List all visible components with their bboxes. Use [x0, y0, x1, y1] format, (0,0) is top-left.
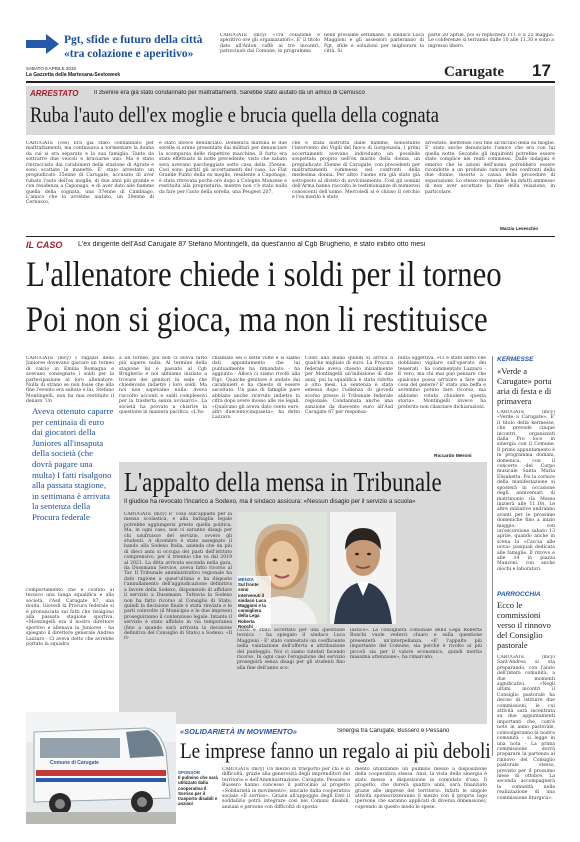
kermesse-title: «Verde a Carugate» porta aria di festa e di primavera [497, 366, 552, 406]
story2-col3: chiamato sei o sette volte e si siamo dati appuntamento che lui puntualmente ha rimandato - ha aggiunto - Allora ci siamo rivolti alla Figc. Qualche genitore è andato dai carabinieri e ha chiesto di essere ascoltato. Un paio di famiglie pare abbiano anche ricevuto indietro la cifra dopo avere mosso alle vie legali. «Qualcuno gli aveva dato cento euro, altri duecentocinquanta», ha detto Lazzaro. [212, 356, 300, 421]
van-text: Comune di Carugate [50, 760, 99, 766]
kermesse-body: CARUGATE (mcy) «Verde a Carugate». E' il titolo della kermesse, che prevede cinque incontri, organizzati dalla Pro loco in sinergia con il Comune. Il primo appuntamento è in programma domani, domenica, con il concerto del Corpo musicale Santa Maria Elisabetta. Poi la cornice della manifestazione si sposterà in occasione degli anniversari di matrimonio (la Messa inizierà alle 11.10). Le altre iniziative andranno avanti per le prossime domeniche fino a inizio maggio, con un'escursione sabato 13 aprile, quando anche in scena la «Caccia alle uova» pasquali dedicata alle famiglie. Il ritrovo è alle 14 in piazza Manzoni, con anche giochi e laboratori. [497, 410, 555, 570]
teaser-title-line2: «tra colazione e aperitivo» [64, 48, 194, 60]
parrocchia-body: CARUGATE (mcy) Sant'Andrea si sta preparando, con l'aiuto dell'intera comunità, a due momenti significativi. «Negli ultimi incontri il Consiglio pastorale ha deciso di istituire due commissioni, le cui attività sarà incentrata su due appuntamenti importanti che, com'è noto in anno pastorale, coinvolgeranno la nostra comunità - si legge in una nota - La prima commissione dovrà preparare la partenza al rinnovo del Consiglio pastorale stesso, previsto per il prossimo mese di ottobre. La seconda accompagnerà la comunità nella realizzazione di una commissione liturgica». [497, 655, 555, 801]
story3-caption-text: Sul fronte sono intervenuti il sindaco Luca Maggioni e la consigliera della Lega Roberta Ronchi [238, 582, 267, 629]
story2-headline-1: L'allenatore chiede i soldi per il torneo [26, 254, 502, 294]
photo-councillor [330, 512, 396, 624]
header-page-number: 17 [532, 61, 551, 80]
story1-col1: CARUGATE (ces) Era già stato condannato per maltrattamenti, ma continuava a tormentare la donna da cui si era separato e la sua famiglia. Tanto da sottrarre due veicoli e bruciarne uno. Ma è stato rintracciato dai carabinieri della stazione di Agrate e sono scattate le manette. E' stato arrestato un pregiudicato 35enne di Carugate, accusato di aver rubato l'auto dell'ex moglie, di due anni più grande e con residenza a Caponago, e di aver dato alle fiamme quella della cognata, una 37enne di Cambiago. L'amico che lo avrebbe aiutato, un 30enne di Cernusco, [26, 141, 154, 206]
story4-caption-kicker: SPONSOR [178, 770, 200, 775]
story2-headline-2: Poi non si gioca, ma non li restituisce [26, 299, 488, 339]
header-town: Carugate [444, 64, 504, 80]
story3-deck: Il giudice ha revocato l'incarico a Sodexo, ma il sindaco assicura: «Nessun disagio per il servizio a scuola» [124, 498, 416, 505]
story4-col2: mento utilizzando un pulmino messo a disposizione della cooperativa stessa. Anzi, la vista della sinergia è stato messo a disposizione in comodato d'uso. Il progetto, che durerà quattro anni, sarà finanziato grazie alle imprese del territorio. Infatti le singole attività sponsorizzeranno il mezzo con il proprio logo (persone che saranno applicati di diversa dimensione), coprendo in questo modo le spese. [355, 767, 487, 810]
story1-col3: che è stata distrutta dalle fiamme, nonostante l'intervento dei Vigili del fuoco di Gorgonzola. I primi accertamenti avevano individuato un possibile sospettato proprio nell'ex marito della donna, un pregiudicato 35enne di Carugate, con precedenti per maltrattamenti commessi nel confronti della medesima donna. Per altro l'uomo era già stato già sottoposto al divieto di avvicinamento. Così gli uomini dell'Arma hanno raccolto le testimonianze di numerosi conoscenti dell'uomo. Mercoledì si è chiuso il cerchio e l'ex marito è stato [292, 141, 420, 201]
story3-col3: lastico». La consigliera comunale della Lega Roberta Ronchi vuole vederci chiaro e sulla questione presenterà un'interpellanza. «E' l'appalto più importante del Comune, sia perché è rivolto ai più piccoli sia per il valore economico, quindi merita massima attenzione», ha rimarcato. [350, 628, 482, 661]
teaser-text-col1: CARUGATE (mcy) «Tra colazione e aperitivo ore gli organizzatori». E' il titolo dato all'Anton caffè ai tre incontri, patrocinati dal Comune, in programma [220, 33, 320, 55]
story4-col1: CARUGATE (mcy) Un mezzo di trasporto per chi è in difficoltà, grazie alla generosità degli imprenditori del territorio e dell'Amministrazione. Carugate, Pessano e Bussero hanno concesso il patrocinio al progetto «Solidarietà in movimento», lanciato dalla cooperativa sociale «Il sorriso». Grazie all'appoggio degli Enti il soddalizio potrà integrare così nei Comuni disabili, anziani e persone con difficoltà di sposta- [222, 767, 350, 810]
story2-col2: a un torneo, poi non ci aveva fatto più sapere nulla. Al termine della stagione lui è passato al Cgb Brugherio e noi abbiamo iniziato a trovare dei genitori in sede che chiedevano indietro i loro soldi. Ma noi non sapevamo nulla. Aveva raccolto acconti e saldi complessivi per la trasferta senza avvisarci». La società ha provato a chiarire la questione in maniera pacifica. «L'ho [119, 356, 207, 416]
header-paper-name: La Gazzetta della Martesana-Sestoweek [26, 72, 121, 78]
header-date: SABATO 6 APRILE 2019 [26, 66, 76, 71]
story3-caption [237, 576, 271, 630]
parrocchia-title: Ecco le commissioni verso il rinnovo del Consiglio pastorale [497, 600, 551, 650]
sidebar-divider [492, 356, 493, 756]
teaser-title [64, 33, 214, 61]
teaser-text-col3: parte 20 aprile, poi si replicherà l'11 e il 25 maggio. Le conferenze si terranno dalle 10 alle 11.30 e sono a ingresso libero. [428, 33, 554, 49]
story1-deck: Il 35enne era già stato condannato per maltrattamenti. Sarebbe stato aiutato da un amico di Cernusco [94, 90, 365, 96]
story2-col4: Conti alla mano quindi si arriva a qualche migliaio di euro. La Procura federale aveva chiesto inizialmente per Montingelli un'inibizione di due anni, poi la squalifica è stata ridotta a otto mesi. La sentenza è stata emessa dopo l'udienza di giovedì scorso presso il Tribunale federale regionale. Condannata anche una sanzione da duecento euro all'Asd Carugate 87 per responsa- [305, 356, 393, 416]
story4-caption [178, 770, 218, 806]
teaser-title-line1: Pgt, sfide e futuro della città [64, 34, 203, 46]
photo-van [26, 712, 176, 824]
teaser-text-col2: nelle prossime settimane. Il sindaco Luca Maggioni e gli assessori parleranno di Pgt, sfide e soluzioni per migliorare la città. Si [324, 33, 424, 55]
story4-kicker: «SOLIDARIETÀ IN MOVIMENTO» [180, 727, 297, 736]
story2-col1b: comportamento che è costato al tecnico una lunga squalifica e alla società, l'Asd Carugate 87, una multa. Giovedì la Procura federale si è pronunciata sui fatti che risalgono alla passata stagione sportiva. «Montingelli era il nostro direttore sportivo e allenava la Juniores - ha spiegato il direttore generale Andrea Lazzaro - Ci aveva detto che avrebbe portato la squadra [26, 588, 114, 648]
story3-col2: corso è stato accettato per una questione tecnica - ha spiegato il sindaco Luca Maggioni - E' stato contestato un coefficiente nella valutazione dell'offerta e attribuzione del punteggio. Noi ci siamo tutelati facendo ricorso. In ogni caso l'erogazione del servizio proseguirà senza disagi per gli studenti fino alla fine dell'anno sco- [237, 628, 345, 671]
story1-headline: Ruba l'auto dell'ex moglie e brucia quella della cognata [30, 102, 439, 127]
story3-col1: CARUGATE (mcy) E' cosa sull'appalto per la mensa scolastica, e alla battaglia legale potrebbe aggiungersi presto quella politica. Ma, in ogni caso, non ci saranno disagi per chi usufruisce del servizio, ovvero gli studenti. A dicembre è stato assegnato il bando alla Sodexo Italia, azienda che da più di dieci anni si occupa dei pasti dell'istituto comprensivo, per il triennio che va dal 2019 al 2021. La ditta arrivata seconda nella gara, da Dussmann Service, aveva fatto ricorso al Tar. Il Tribunale amministrativo regionale ha dato ragione a quest'ultima e ha disposto l'annullamento dell'aggiudicazione definitiva a favore della Sodexo, disponendo di affidare il servizio a Dussmann. Tuttavia la Sodexo non ha fatto ricorso al Consiglio di Stato, quindi la decisione finale è stata rinviata e le parti coinvolte (il Municipio e le due imprese) proseguiranno il contenzioso legale. Intanto il servizio è stato affidato in via temporanea (fino a quando sarà arrivata la decisione definitiva del Consiglio di Stato) a Sodexo. «Il ri- [124, 512, 232, 642]
parrocchia-kicker: PARROCCHIA [497, 591, 541, 598]
story4-deck: Sinergia tra Carugate, Bussero e Pessano [337, 728, 450, 734]
story1-col2: è stato invece denunciato. Domenica mattina le due sorelle si erano presentate dai militari per denunciare la scomparsa delle rispettive macchine. Il furto era stato effettuato la notte precedente, visto che sabato sera avevano parcheggiato sotto casa della 35enne. Così sono partiti gli accertamenti del caso. La Fiat Grande Punto della ex moglie, residente a Caponago, è stata ritrovata poche ore dopo a Cologno Monzese e restituita alla proprietaria, mentre non c'è stato nulla da fare per l'auto della sorella, una Peugeot 207, [159, 141, 287, 195]
story1-bottom-rule [26, 236, 555, 237]
story1-author: Marzia Leveschio [500, 226, 539, 231]
teaser-arrow-icon [26, 33, 60, 55]
story2-col5: bilità oggettiva. «Ci è stato detto che dobbiamo vigilare sull'operato dei tesserati - ha commentato Lazzaro - E vero, ma chi mai può pensare che qualcuno possa arrivare a fare una cosa del genere? E' stata una beffa e avremmo potuto fare ricorso, ma abbiamo voluto chiudere questa storia». Montingelli invece ha preferito non rilasciare dichiarazioni. [398, 356, 486, 410]
story2-deck: L'ex dirigente dell'Asd Carugate 87 Stefano Montingelli, da quest'anno al Cgb Brugherio, è stato inibito otto mesi [78, 241, 426, 248]
story1-kicker: ARRESTATO [30, 89, 79, 98]
header-rule [26, 81, 555, 83]
story3-headline: L'appalto della mensa in Tribunale [124, 467, 442, 497]
story4-headline: Le imprese fanno un regalo ai più deboli [180, 738, 491, 763]
story3-caption-kicker: MENSA [238, 577, 254, 582]
story2-col1: CARUGATE (mcy) I ragazzi della Juniores dovevano giocare un torneo di calcio in Emilia Romagna e avevano consegnato i soldi per la partecipazione al loro allenatore. Nulla di strano se non fosse che alla fine l'evento era saltato e lui, Stefano Montingelli, non ha mai restituito il denaro. Un [26, 356, 114, 404]
kermesse-kicker: KERMESSE [497, 356, 534, 363]
story2-author: Riccardo Meroni [434, 454, 472, 459]
story1-col4: arrestato, mettendo così fine all'incubo della ex moglie. E' stato anche denunciato l'amico che era con lui quella notte. Secondo gli inquirenti potrebbe essere stato complice nei reati commessi. Dalle indagini è emerso che le azioni dell'uomo potrebbero essere ricondotte a un profondo rancore nei confronti della due donne, insorto a causa delle procedure di separazione. Lo stesso responsabile ha infatti ammesso di non aver accettato la fine della relazione, in particolare. [425, 141, 555, 195]
story2-pullquote: Aveva ottenuto caparre per centinaia di euro dai giocatori della Juniores all'insaputa della società (che dovrà pagare una multa) I fatti risalgono alla passata stagione, in settimana è arrivata la sentenza della Procura federale [32, 406, 114, 522]
story2-kicker: IL CASO [26, 240, 63, 250]
story4-caption-text: Il pulmino che sarà utilizzato dalla cooperativa Il Sorriso per il trasporto disabili e anziani [178, 775, 218, 807]
